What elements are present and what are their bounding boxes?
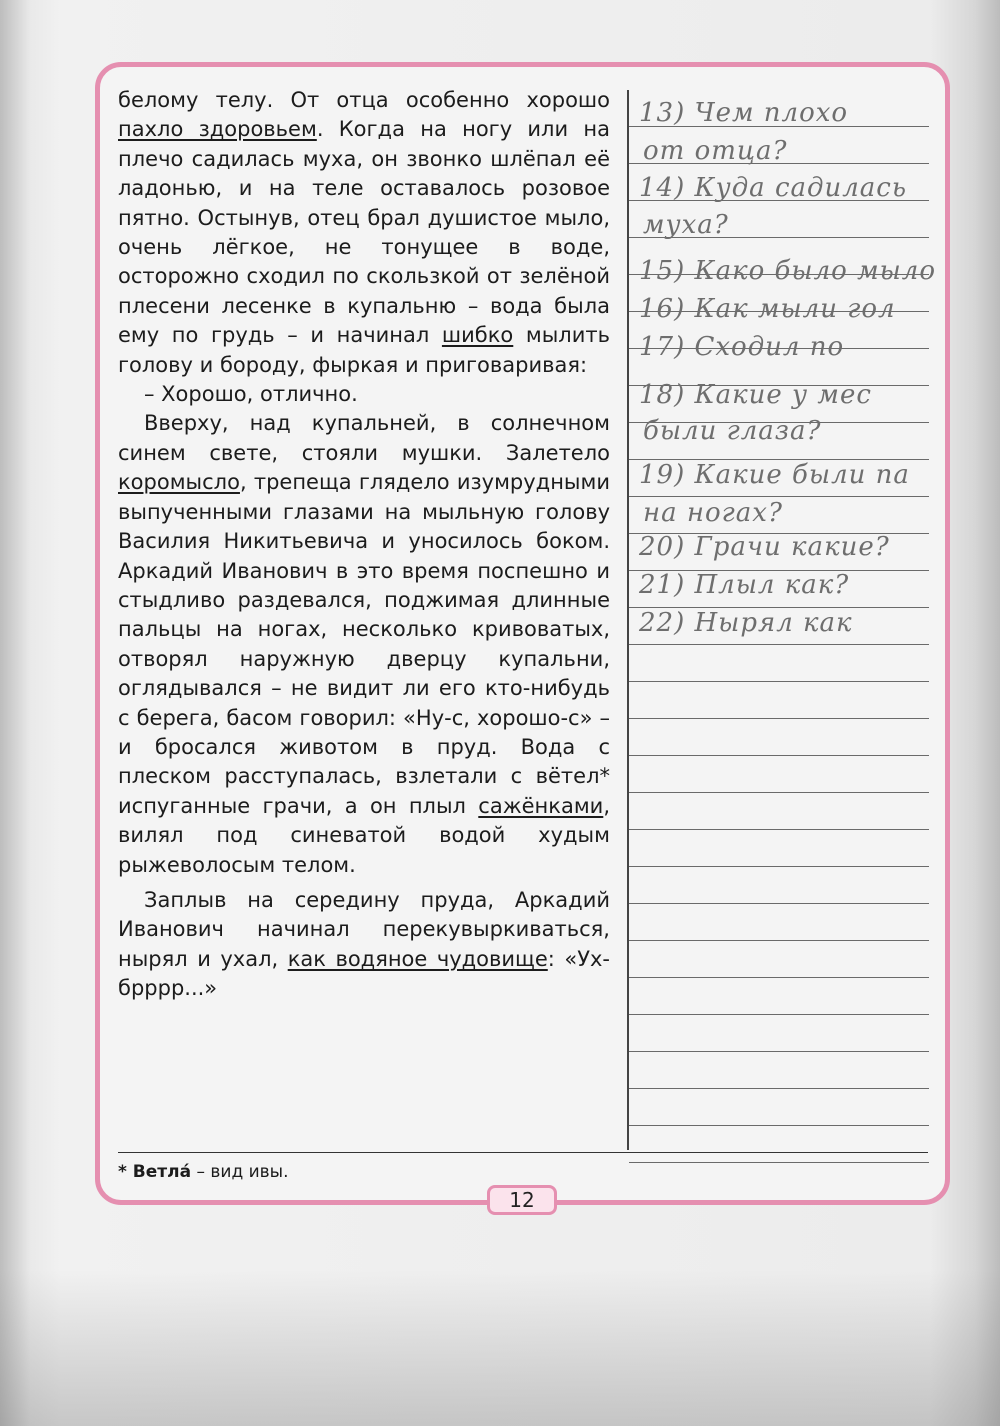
handwritten-line: 14) Куда садилась [639, 173, 907, 203]
handwritten-line: муха? [643, 210, 729, 240]
ruled-line [629, 903, 929, 904]
ruled-line [629, 1162, 929, 1163]
footnote-divider [118, 1152, 928, 1153]
handwritten-line: 21) Плыл как? [639, 570, 850, 600]
handwritten-line: 17) Сходил по [639, 332, 845, 362]
handwritten-line: от отца? [643, 136, 788, 166]
paragraph-4: Заплыв на середину пруда, Аркадий Иванович начинал перекувыркиваться, нырял и ухал, как водяное чудовище: «Ух-брррр...» [118, 887, 610, 1001]
handwritten-line: были глаза? [643, 416, 822, 446]
ruled-line [629, 644, 929, 645]
handwritten-line: 13) Чем плохо [639, 98, 849, 128]
ruled-line [629, 1051, 929, 1052]
underlined-phrase: пахло здоровьем [118, 117, 317, 142]
underlined-word: шибко [441, 323, 514, 348]
handwritten-line: 22) Нырял как [639, 608, 853, 638]
page-shadow [0, 1270, 1000, 1426]
underlined-word: сажёнками [478, 793, 604, 818]
paragraph-2: – Хорошо, отлично. [144, 382, 358, 407]
ruled-line [629, 940, 929, 941]
ruled-line [629, 755, 929, 756]
ruled-line [629, 829, 929, 830]
ruled-line [629, 718, 929, 719]
handwritten-line: 15) Како было мыло [639, 256, 937, 286]
ruled-line [629, 496, 929, 497]
ruled-line [629, 1014, 929, 1015]
paragraph-1: белому телу. От отца особенно хорошо пахло здоровьем. Когда на ногу или на плечо садилась муха, он звонко шлёпал её ладонью, и на теле оставалось розовое пятно. Остынув, отец брал душистое мыло, очень лёгкое, не тонущее в воде, осторожно сходил по скользкой от зелёной плесени лесенке в купальню – вода была ему по грудь – и начинал шибко мылить голову и бороду, фыркая и приговаривая: [118, 88, 611, 377]
paragraph-3: Вверху, над купальней, в солнечном синем свете, стояли мушки. Залетело коромысло, трепеща глядело изумрудными выпученными глазами на мыльную голову Василия Никитьевича и уносилось боком. Аркадий Иванович в это время поспешно и стыдливо раздевался, поджимая длинные пальцы на ногах, несколько кривоватых, отворял наружную дверцу купальни, оглядывался – не видит ли его кто-нибудь с берега, басом говорил: «Ну-с, хорошо-с» – и бросался животом в пруд. Вода с плеском расступалась, взлетали с вётел* испуганные грачи, а он плыл сажёнками, вилял под синеватой водой худым рыжеволосым телом. [118, 411, 610, 877]
ruled-line [629, 1125, 929, 1126]
handwritten-line: 16) Как мыли гол [639, 294, 896, 324]
handwritten-line: 20) Грачи какие? [639, 532, 890, 562]
footnote-term: * Ветла́ [118, 1162, 192, 1182]
ruled-line [629, 792, 929, 793]
handwritten-line: на ногах? [643, 498, 783, 528]
footnote-definition: – вид ивы. [191, 1162, 289, 1182]
ruled-line [629, 977, 929, 978]
answer-lines [629, 96, 937, 1176]
page-number: 12 [487, 1185, 557, 1215]
underlined-word: коромысло [118, 470, 240, 495]
ruled-line [629, 1088, 929, 1089]
footnote [118, 1162, 289, 1182]
story-text [118, 86, 610, 1004]
ruled-line [629, 866, 929, 867]
underlined-phrase: как водяное чудовище [287, 946, 548, 971]
handwritten-line: 18) Какие у мес [639, 380, 872, 410]
ruled-line [629, 681, 929, 682]
handwritten-line: 19) Какие были па [639, 460, 910, 490]
